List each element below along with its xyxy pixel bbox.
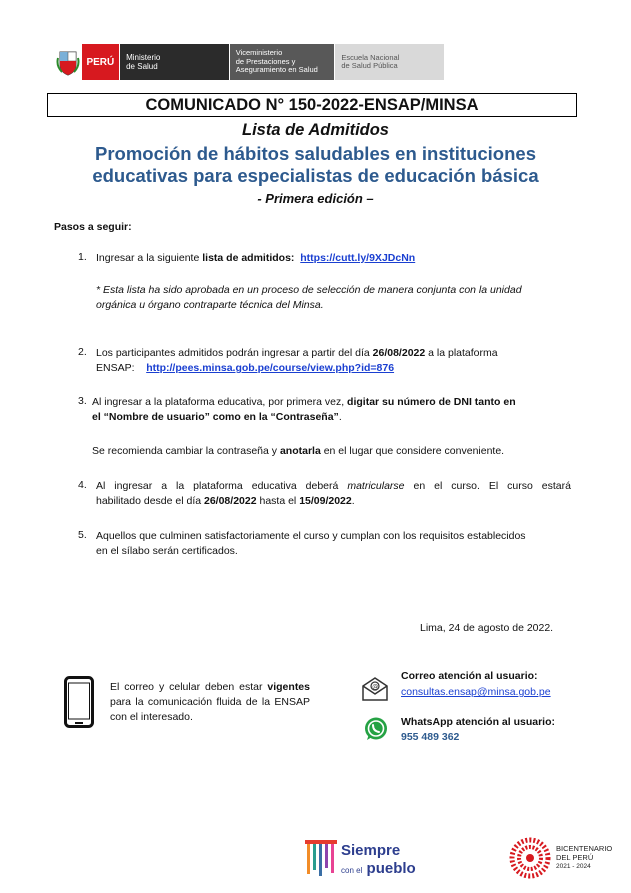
- peru-label: PERÚ: [82, 44, 119, 80]
- steps-heading: Pasos a seguir:: [54, 221, 132, 233]
- del-peru-text: DEL PERÚ: [556, 853, 594, 862]
- step-2-text: Los participantes admitidos podrán ingresar a partir del día 26/08/2022 a la plataforma ENSAP: http://pees.minsa.gob.pe/course/view.php?id=876: [96, 347, 498, 374]
- step-5-text: Aquellos que culminen satisfactoriamente el curso y cumplan con los requisitos establecidos en el sílabo serán certificados.: [96, 530, 526, 557]
- bicentenario-logo: [508, 836, 618, 882]
- siempre-con-el-pueblo-logo: [303, 838, 416, 880]
- whatsapp-label: WhatsApp atención al usuario:: [401, 716, 556, 728]
- step-5-number: 5.: [78, 529, 87, 541]
- step-1-note: * Esta lista ha sido aprobada en un proceso de selección de manera conjunta con la unidad orgánica u órgano contraparte técnica del Minsa.: [96, 284, 522, 311]
- admitted-list-link[interactable]: https://cutt.ly/9XJDcNn: [300, 252, 416, 264]
- email-icon: [360, 676, 390, 702]
- contact-note: El correo y celular deben estar vigentes para la comunicación fluida de la ENSAP con el interesado.: [110, 681, 310, 723]
- pueblo-text: pueblo: [366, 860, 416, 877]
- step-1-text: Ingresar a la siguiente lista de admitidos: https://cutt.ly/9XJDcNn: [96, 252, 416, 264]
- vice-ministry-label: Viceministerio de Prestaciones y Aseguramiento en Salud: [229, 44, 335, 80]
- school-label: Escuela Nacional de Salud Pública: [334, 44, 444, 80]
- coat-of-arms-icon: [54, 44, 82, 80]
- lista-subtitle: Lista de Admitidos: [242, 121, 389, 139]
- step-3-recommendation: Se recomienda cambiar la contraseña y anotarla en el lugar que considere conveniente.: [92, 445, 505, 457]
- step-1-number: 1.: [78, 251, 87, 263]
- email-label: Correo atención al usuario:: [401, 670, 538, 682]
- platform-link[interactable]: http://pees.minsa.gob.pe/course/view.php?id=876: [146, 362, 395, 374]
- edition-label: - Primera edición –: [257, 191, 374, 206]
- mobile-phone-icon: [64, 676, 94, 728]
- whatsapp-number: 955 489 362: [401, 731, 460, 743]
- step-3-text: Al ingresar a la plataforma educativa, por primera vez, digitar su número de DNI tanto en el “Nombre de usuario” como en la “Contraseña”.: [92, 396, 516, 423]
- step-4-text: Al ingresar a la plataforma educativa deberá matricularse en el curso. El curso estará habilitado desde el día 26/08/2022 hasta el 15/09/2022.: [96, 480, 571, 507]
- header-logos: [54, 44, 444, 80]
- step-4-number: 4.: [78, 479, 87, 491]
- con-el-text: con el: [341, 866, 363, 875]
- course-title: Promoción de hábitos saludables en instituciones educativas para especialistas de educación básica: [92, 143, 539, 186]
- years-text: 2021 - 2024: [556, 863, 591, 870]
- ministry-label: Ministerio de Salud: [119, 44, 229, 80]
- siempre-text: Siempre: [341, 842, 401, 859]
- bicentenario-text: BICENTENARIO: [556, 844, 613, 853]
- step-2-number: 2.: [78, 346, 87, 358]
- step-3-number: 3.: [78, 395, 87, 407]
- comunicado-title: COMUNICADO N° 150-2022-ENSAP/MINSA: [47, 93, 577, 117]
- svg-text:@: @: [372, 683, 379, 691]
- email-link[interactable]: consultas.ensap@minsa.gob.pe: [401, 686, 551, 698]
- whatsapp-icon: [363, 716, 389, 742]
- date-line: Lima, 24 de agosto de 2022.: [420, 622, 554, 634]
